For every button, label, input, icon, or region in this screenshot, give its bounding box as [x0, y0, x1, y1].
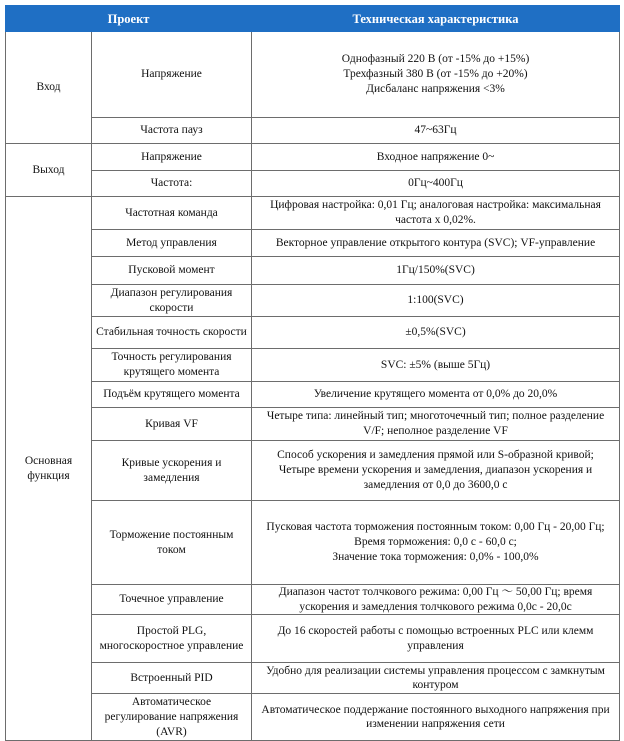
jog-value: Диапазон частот толчкового режима: 0,00 Гц ～ 50,00 Гц; время ускорения и замедления толчкового режима 0,0с - 20,0с — [252, 585, 620, 615]
speed-range-label: Диапазон регулирования скорости — [92, 285, 252, 317]
start-torque-label: Пусковой момент — [92, 257, 252, 285]
jog-label: Точечное управление — [92, 585, 252, 615]
table-row — [6, 663, 620, 694]
spec-table — [5, 5, 620, 741]
accel-line2: Четыре времени ускорения и замедления, диапазон ускорения и замедления от 0,0 до 3600,0 с — [278, 464, 593, 491]
dc-brake-label: Торможение постоянным током — [92, 501, 252, 585]
table-header-row — [6, 6, 620, 32]
accel-line1: Способ ускорения и замедления прямой или S-образной кривой; — [277, 449, 594, 462]
accel-value — [252, 441, 620, 501]
plc-label: Простой PLG, многоскоростное управление — [92, 615, 252, 663]
stable-acc-value: ±0,5%(SVC) — [252, 317, 620, 349]
table-row — [6, 408, 620, 441]
table-row — [6, 349, 620, 382]
table-row — [6, 615, 620, 663]
freq-cmd-label: Частотная команда — [92, 197, 252, 230]
output-freq-value: 0Гц~400Гц — [252, 171, 620, 197]
table-row — [6, 285, 620, 317]
torque-acc-label: Точность регулирования крутящего момента — [92, 349, 252, 382]
input-freq-value: 47~63Гц — [252, 118, 620, 144]
vf-curve-label: Кривая VF — [92, 408, 252, 441]
input-freq-label: Частота пауз — [92, 118, 252, 144]
torque-acc-value: SVC: ±5% (выше 5Гц) — [252, 349, 620, 382]
torque-boost-label: Подъём крутящего момента — [92, 382, 252, 408]
dc-brake-value — [252, 501, 620, 585]
table-row — [6, 197, 620, 230]
table-row — [6, 382, 620, 408]
table-row — [6, 118, 620, 144]
start-torque-value: 1Гц/150%(SVC) — [252, 257, 620, 285]
table-row — [6, 230, 620, 257]
vf-curve-value: Четыре типа: линейный тип; многоточечный тип; полное разделение V/F; неполное разделение VF — [252, 408, 620, 441]
table-row — [6, 694, 620, 741]
stable-acc-label: Стабильная точность скорости — [92, 317, 252, 349]
output-voltage-label: Напряжение — [92, 144, 252, 171]
input-voltage-line2: Трехфазный 380 В (от -15% до +20%) — [343, 68, 528, 81]
pid-label: Встроенный PID — [92, 663, 252, 694]
torque-boost-value: Увеличение крутящего момента от 0,0% до 20,0% — [252, 382, 620, 408]
group-main-function: Основная функция — [6, 197, 92, 741]
avr-label: Автоматическое регулирование напряжения (AVR) — [92, 694, 252, 741]
ctrl-method-value: Векторное управление открытого контура (SVC); VF-управление — [252, 230, 620, 257]
table-row — [6, 501, 620, 585]
dc-brake-line2: Время торможения: 0,0 с - 60,0 с; — [354, 536, 517, 549]
table-row — [6, 585, 620, 615]
ctrl-method-label: Метод управления — [92, 230, 252, 257]
plc-value: До 16 скоростей работы с помощью встроенных PLC или клемм управления — [252, 615, 620, 663]
header-spec: Техническая характеристика — [252, 6, 620, 32]
group-output: Выход — [6, 144, 92, 197]
table-row — [6, 257, 620, 285]
accel-label: Кривые ускорения и замедления — [92, 441, 252, 501]
dc-brake-line3: Значение тока торможения: 0,0% - 100,0% — [332, 550, 539, 563]
table-row — [6, 317, 620, 349]
input-voltage-value — [252, 32, 620, 118]
freq-cmd-value: Цифровая настройка: 0,01 Гц; аналоговая настройка: максимальная частота x 0,02%. — [252, 197, 620, 230]
speed-range-value: 1:100(SVC) — [252, 285, 620, 317]
pid-value: Удобно для реализации системы управления процессом с замкнутым контуром — [252, 663, 620, 694]
input-voltage-line1: Однофазный 220 В (от -15% до +15%) — [341, 53, 530, 66]
dc-brake-line1: Пусковая частота торможения постоянным током: 0,00 Гц - 20,00 Гц; — [266, 521, 605, 534]
avr-value: Автоматическое поддержание постоянного выходного напряжения при изменении напряжения сети — [252, 694, 620, 741]
table-row — [6, 32, 620, 118]
table-row — [6, 171, 620, 197]
table-row — [6, 144, 620, 171]
table-row — [6, 441, 620, 501]
input-voltage-line3: Дисбаланс напряжения <3% — [366, 82, 505, 95]
input-voltage-label: Напряжение — [92, 32, 252, 118]
group-input: Вход — [6, 32, 92, 144]
output-freq-label: Частота: — [92, 171, 252, 197]
header-project: Проект — [6, 6, 252, 32]
output-voltage-value: Входное напряжение 0~ — [252, 144, 620, 171]
